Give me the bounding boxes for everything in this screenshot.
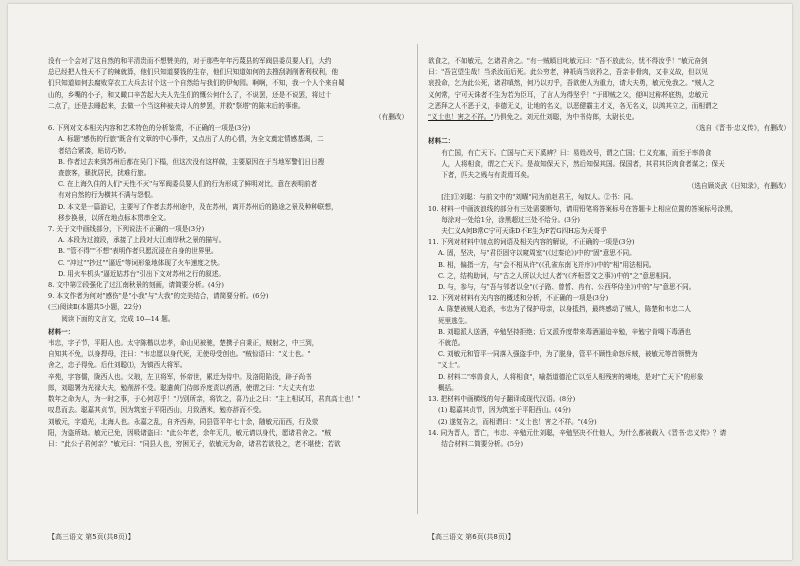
material-2-text: [428, 148, 790, 182]
material-2-title: 材料二：: [428, 137, 455, 146]
option-line: C. "冲过""抄过""逼近"等词形象地体现了火车速度之快。: [58, 258, 224, 267]
text-line: 人，人将相食，谓之亡天下。是故知保天下，然后知保其国。保国者，其君其臣肉食者谋之；保天: [441, 159, 725, 168]
question-10-sentence: 夫仁义A何B常C宁可天诛D不E生为F若G四H忘为天哥乎: [441, 227, 607, 236]
question-12-options: [428, 304, 790, 394]
question-6: 6. 下列对文本相关内容和艺术特色的分析鉴赏，不正确的一项是(3分): [48, 124, 251, 133]
option-line: D. 与，参与，与"吾与邻者以全"(《子路、曾皙、冉有、公西华侍坐》)中的"与"意思不同。: [438, 283, 696, 292]
question-11-options: [428, 248, 790, 293]
question-8: 8. 文中第②段强化了过江南秋景的刻画，请简要分析。(4分): [48, 281, 224, 290]
text-line: 舍之，忠子得免。后仕刘聪⑴，为镇西大将军。: [48, 361, 187, 370]
option-line: 移步换景，以所在地点标本贯串全文。: [58, 213, 171, 222]
section-3-subheading: 阅读下面的文言文，完成 10—14 题。: [61, 314, 175, 323]
option-line: C. 在上海久住的人们"天性不灭"与军阀委员要人们的行为形成了鲜明对比，意在表明前者: [58, 180, 318, 189]
option-line: A. 标题"感伤的行旅"既含有文章的中心事件，又点出了人的心情，为全文奠定情感基调，二: [58, 135, 324, 144]
question-10-stem-2: 每涂对一处给1分，涂黑超过三处不给分。(3分): [441, 215, 581, 224]
text-line: 欲食之，不如敏元，乞诸君舍之。"有一贼瞋目叱敏元曰："吾不放此公，忧不得汝乎！"敏元奋剑: [428, 57, 708, 65]
option-line: (2) 遂复告之，而相谓曰："义士也！害之不祥。"(4分): [438, 417, 597, 426]
option-line: B. 相，偏指一方，与"会不相从许"(《孔雀东南飞并序》)中的"相"用法相同。: [438, 260, 656, 269]
section-3-heading: (三)阅读Ⅱ(本题共5小题，22分): [48, 303, 142, 312]
text-line: 没有一个会对了这自然的和平清贵而不想赞美的，对于那些年年污蔑县的军阀县委员要人们，大约: [48, 57, 332, 65]
underlined-line-rest: 乃俱免之。刘元仕刘聪，为中书侍郎，太尉长史。: [493, 113, 639, 122]
question-14: 14. 同为晋人，晋亡，韦忠、辛勉元仕刘聪，辛勉坚决不仕他人，为什么都被载入《晋书·忠义传》？请: [428, 428, 727, 437]
material-1-continued: [428, 56, 790, 112]
text-line: 二点了，还是去睡起来，去做一个当这种被夫诗人的梦罢，并救"祭塔"的陈末后的事谁。: [48, 101, 305, 110]
question-6-options: [48, 134, 408, 224]
text-line: 阳，为盗所劫。敏元已免，因吸诸盗曰："此公年老，余年无几，敏元请以身代，愿诸君舍之。"贼: [48, 428, 332, 437]
text-line: 叹息而去。聪嘉其贞节，因为筑室于平阳西山，月致酒米，勉亦辞而不受。: [48, 406, 266, 415]
option-line: D. 材料二"率兽食人，人将相食"，喻指道德沦亡以至人相残害的境地，是对"亡天下"的形象: [438, 372, 704, 381]
question-13-items: [428, 405, 790, 427]
option-line: D. 本文是一篇游记，主要写了作者去苏州途中，及在苏州，离开苏州后的路途之景及种种联想，: [58, 202, 338, 211]
option-line: A. 陈楚被贼人追杀，韦忠为了保护母亲，以身抵挡，最终感动了贼人，陈楚和韦忠二人: [438, 305, 691, 314]
left-page: [48, 56, 408, 508]
question-7: 7. 关于文中画线部分，下列说法不正确的一项是(3分): [48, 225, 205, 234]
exam-sheet: [8, 4, 792, 560]
text-line: 自知其不免，以身捍母，注曰："韦忠愿以身代死，无使母受创也。"贼惊语曰："义士也。": [48, 350, 311, 359]
underlined-line: [428, 112, 790, 123]
option-line: 者结合紧凑，贴切巧妙。: [58, 146, 131, 155]
page-divider: [417, 44, 418, 514]
option-line: B. 刘聪派人送酒，辛勉坚持拒绝；后又派乔度带来毒酒逼迫辛勉，辛勉宁肯喝下毒酒也: [438, 327, 692, 336]
intro-note: （有删改）: [375, 113, 408, 122]
source-2: （选自顾炎武《日知录》，有删改）: [687, 182, 790, 191]
option-line: 概括。: [438, 383, 458, 392]
text-line: 义何常，宁可天诛者不生为若为臣耳，了言人为得坚乎！"于即贼之父，便叫过称杯底热，忠敏元: [428, 90, 708, 99]
footer-left: 【高三语文 第5页(共8页)】: [48, 533, 135, 541]
text-line: 们只知道如何去腐败穿衣工大兵去讨个这一个自然给与我们的伊甸园。啊啊，不知，我一个人个来自蜀: [48, 79, 345, 88]
question-10: 10. 材料一中画波浪线的部分有三处需要断句，请用铅笔将答案标号在答题卡上相应位置的答案标号涂黑，: [428, 204, 738, 213]
question-9: 9. 本文作者为何对"感伤"是"小我"与"大我"的完美结合，请简要分析。(6分): [48, 292, 269, 301]
text-line: 曰："吾岂望生哉！当杀汝而后死。此公穷老，神祇尚当哀矜之，吾亲非骨肉，又非义故，但以见: [428, 68, 708, 77]
option-line: (1) 聪嘉其贞节，因为筑室于平阳西山。(4分): [438, 406, 571, 415]
question-14-stem-2: 结合材料二简要分析。(5分): [441, 439, 524, 448]
option-line: B. "管不得""不想"表明作者只愿沉浸在自身的世界里。: [58, 247, 218, 256]
option-line: D. 用火车机头"逼近姑苏台"引出下文对苏州之行的叙述。: [58, 269, 225, 278]
option-line: A. 本段为过渡段，承接了上段对大江南岸秋之景的描写。: [58, 236, 226, 245]
text-line: 曰："此公子君何亲？"敏元曰："同县人也，穷困无子，依敏元为命，诸君若欲役之，老不堪使；若欲: [48, 439, 341, 448]
intro-passage: [48, 56, 408, 112]
option-line: B. 作者过去来到苏州后都在吴门下榻，但这次没有这样做，主要原因在于当地军警们日日搜: [58, 157, 325, 166]
text-line: 总已经把人性天不了的辣就算，他们只知道要钱的生存，他们只知道如何的去搜刮剥削奢利权利，他: [48, 68, 339, 77]
source-1: （选自《晋书·忠义传》，有删改）: [692, 124, 790, 133]
footer-right: 【高三语文 第6页(共8页)】: [428, 533, 515, 541]
text-line: 郎，刘聪署为光禄大夫，勉削辞不受。聪遣黄门侍郎乔度责以药酒，使谓之曰："大丈夫有忠: [48, 383, 315, 392]
question-7-options: [48, 235, 408, 280]
text-line: 山的，乡嘴的小子，和又瞰口辛苦起大夫人先生们的慨公何什么了，不说罢，还是不说罢，将过十: [48, 90, 332, 99]
question-12: 12. 下列对材料有关内容的概述和分析，不正确的一项是(3分): [428, 294, 609, 303]
text-line: 下者，匹夫之贱与有责焉耳矣。: [441, 171, 534, 180]
annotation-note: [注]①刘聪：与前文中的"刘曜"同为前赵君王，匈奴人。②书：同。: [441, 193, 638, 202]
text-line: 哀投命，乞为此公死，诸君嗔然，何乃以刃乎，吾欲使人为重力，请大夫勇，敏元免我之。"贼人之: [428, 79, 715, 88]
option-line: C. 之，结构助词，与"古之人所以大过人者"(《齐桓晋文之事》)中的"之"意思相同。: [438, 271, 676, 280]
text-line: 刘敏元，字道光，北海人也。永嘉之乱，自齐西奔，同县管平年七十余，随敏元而西，行及荥: [48, 417, 319, 426]
underlined-sentence: "义士也！害之不祥。": [428, 113, 494, 122]
text-line: 有亡国，有亡天下。亡国与亡天下奚辨？曰：易姓改号，谓之亡国；仁义充塞，而至于率兽食: [441, 148, 712, 157]
option-line: 查旅客，骚扰居民，扰难行旅。: [58, 169, 151, 178]
option-line: 死里逃生。: [438, 316, 471, 325]
text-line: 韦忠，字子节，平阳人也。太守陈楷以忠孝，命山见被驰，楚携子自秉正，贼射之，中三到，: [48, 339, 319, 348]
question-13: 13. 把材料中画横线的句子翻译成现代汉语。(8分): [428, 395, 576, 404]
material-1-title: 材料一：: [48, 327, 75, 336]
text-line: 数年之命为人，为一时之事，于心何忍乎！"乃别所亲，将饮之，喜乃止之曰："主上相试耳，君真高士也！": [48, 395, 361, 404]
question-11: 11. 下列对材料中加点的词语及相关内容的解说，不正确的一项是(3分): [428, 238, 635, 247]
option-line: "义士"。: [438, 361, 464, 370]
right-page: [428, 56, 790, 508]
option-line: C. 刘敏元和管平一同落入强盗手中，为了脱身，管平不顾性命怒斥贼，被敏元等首领赞为: [438, 350, 698, 359]
option-line: 不就范。: [438, 339, 465, 348]
option-line: A. 固，坚决，与"君臣固守以窥周室"(《过秦论》)中的"固"意思不同。: [438, 249, 636, 258]
option-line: 有对自然的行为横其不满与怨恨。: [58, 191, 157, 200]
material-1-text: [48, 338, 408, 450]
text-line: 之恶拜之人不恶于义，非德无义，让地的名义，以恶健霸主才义，各无名义，以鸿其立之，而相谓之: [428, 101, 719, 110]
text-line: 辛苑，字容儒，陇西人也。父琅，左卫将军，怀帝世，累迁为侍中。及洛阳陷没，辟子尚书: [48, 372, 312, 381]
